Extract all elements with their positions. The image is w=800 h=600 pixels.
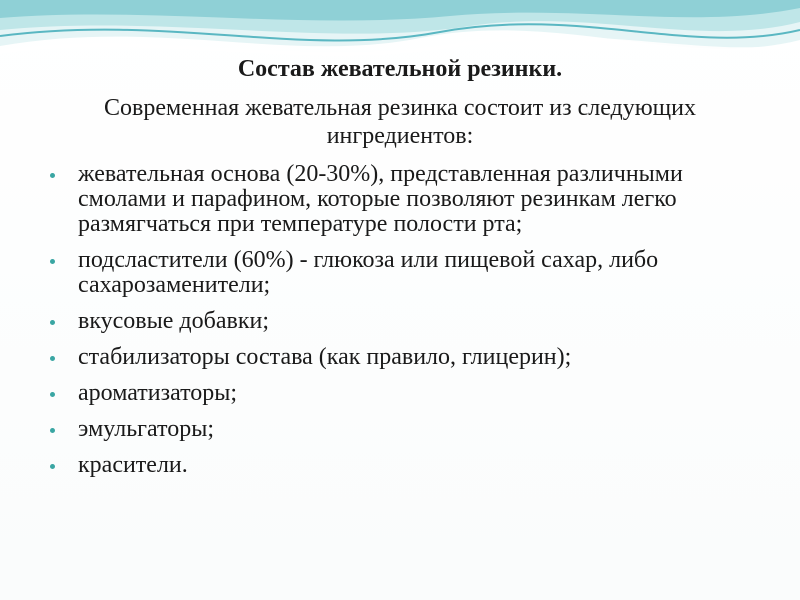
bullet-dot-icon (50, 320, 55, 325)
list-item-text: эмульгаторы; (78, 416, 214, 442)
ingredients-list (46, 162, 766, 489)
list-item-text: подсластители (60%) - глюкоза или пищевой сахар, либо сахарозаменители; (78, 247, 659, 298)
list-item-text: ароматизаторы; (78, 380, 238, 406)
bullet-dot-icon (50, 428, 55, 433)
bullet-dot-icon (50, 464, 55, 469)
list-item (46, 417, 766, 442)
list-item (46, 162, 766, 237)
list-item (46, 453, 766, 478)
list-item (46, 345, 766, 370)
bullet-dot-icon (50, 173, 55, 178)
list-item-text: красители. (78, 452, 188, 478)
list-item-text: вкусовые добавки; (78, 308, 269, 334)
bullet-dot-icon (50, 392, 55, 397)
bullet-dot-icon (50, 356, 55, 361)
list-item (46, 381, 766, 406)
bullet-dot-icon (50, 259, 55, 264)
slide-intro: Современная жевательная резинка состоит из следующих ингредиентов: (104, 95, 696, 149)
list-item-text: жевательная основа (20-30%), представленная различными смолами и парафином, которые позволяют резинкам легко размягчаться при температуре полости рта; (78, 161, 683, 237)
list-item (46, 248, 766, 298)
slide-title: Состав жевательной резинки. (237, 56, 563, 82)
list-item (46, 309, 766, 334)
list-item-text: стабилизаторы состава (как правило, глицерин); (78, 344, 572, 370)
